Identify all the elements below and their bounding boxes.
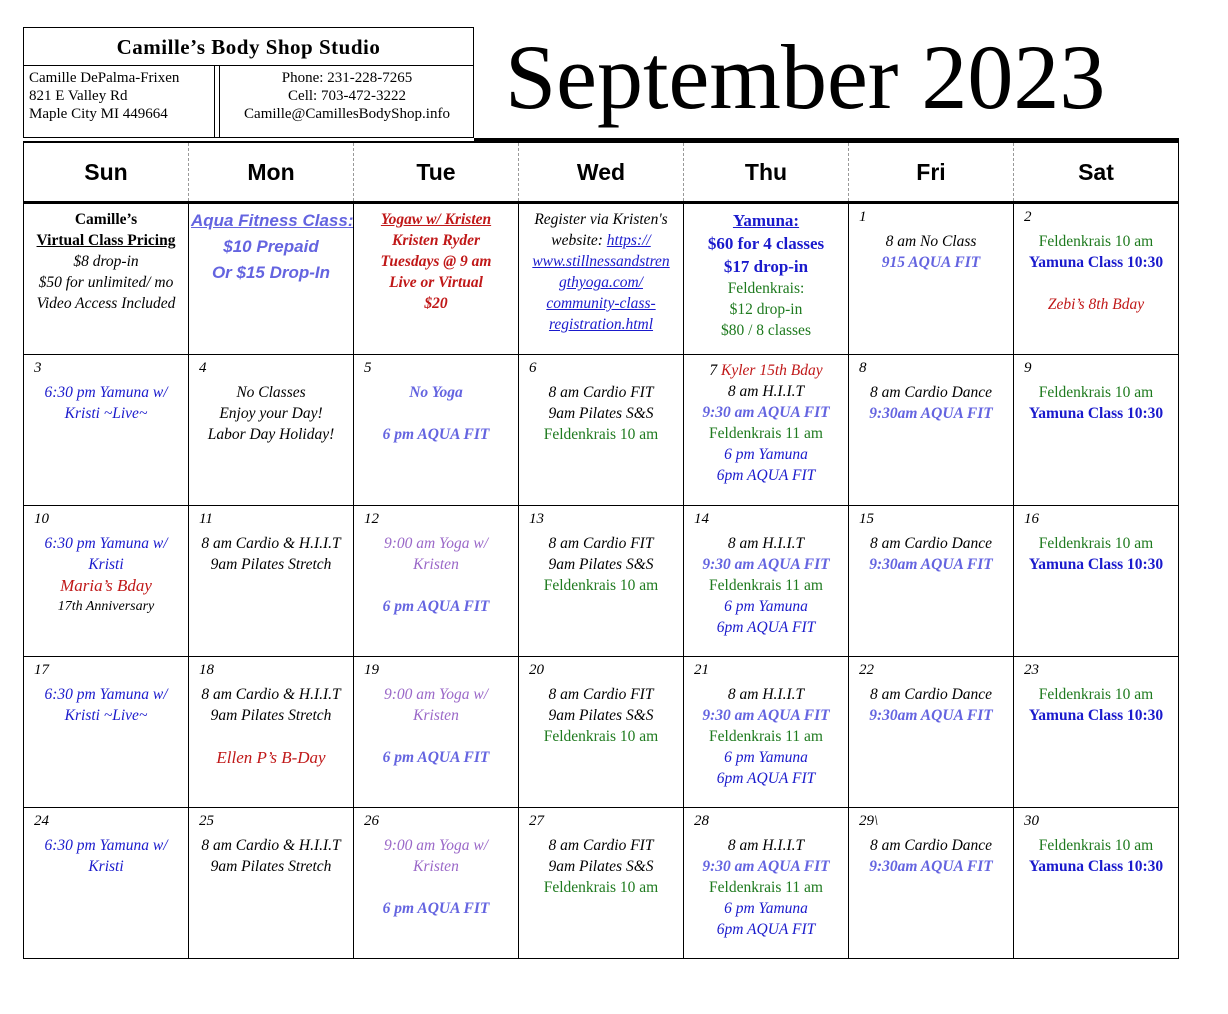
- day-number: 20: [529, 662, 544, 678]
- class-entry: Feldenkrais 10 am: [543, 426, 659, 443]
- class-entry: Yamuna Class 10:30: [1028, 405, 1164, 422]
- class-entry: Yamuna Class 10:30: [1028, 858, 1164, 875]
- pricing-line: $50 for unlimited/ mo: [38, 274, 174, 291]
- class-entry: 9:30 am AQUA FIT: [702, 404, 830, 421]
- day-cell[interactable]: [684, 506, 849, 657]
- day-number: 16: [1024, 511, 1039, 527]
- class-entry: 6 pm AQUA FIT: [382, 426, 490, 443]
- week-row-4: [24, 657, 1179, 808]
- street-address: 821 E Valley Rd: [29, 88, 128, 104]
- month-title: September 2023: [505, 26, 1106, 128]
- weekday-sat: Sat: [1014, 142, 1179, 203]
- day-cell[interactable]: [519, 506, 684, 657]
- studio-info-box: [23, 27, 474, 138]
- class-entry: No Yoga: [409, 384, 463, 401]
- class-entry: 8 am Cardio & H.I.I.T: [201, 837, 341, 854]
- class-entry: Feldenkrais 10 am: [1038, 686, 1154, 703]
- day-number: 3: [34, 360, 42, 376]
- studio-contact: [220, 66, 474, 138]
- day-number: 14: [694, 511, 709, 527]
- yamuna-pricing-line: $17 drop-in: [723, 257, 809, 276]
- holiday-note: Labor Day Holiday!: [207, 426, 335, 443]
- weekday-wed: Wed: [519, 142, 684, 203]
- class-entry: 6 pm AQUA FIT: [382, 900, 490, 917]
- pricing-cell-mon: [189, 203, 354, 355]
- class-entry: Kristen: [413, 707, 459, 724]
- class-entry: 8 am H.I.I.T: [727, 535, 805, 552]
- birthday-note: Zebi’s 8th Bday: [1047, 296, 1145, 313]
- weekday-mon: Mon: [189, 142, 354, 203]
- class-entry: 8 am Cardio Dance: [869, 837, 993, 854]
- day-heading: [686, 360, 846, 381]
- cell-number: Cell: 703-472-3222: [288, 88, 406, 104]
- day-cell[interactable]: [189, 808, 354, 959]
- class-entry: 9am Pilates Stretch: [210, 556, 332, 573]
- class-entry: Kristi ~Live~: [64, 707, 148, 724]
- class-entry: Kristen: [413, 556, 459, 573]
- day-number: 2: [1024, 209, 1032, 225]
- day-cell[interactable]: [684, 355, 849, 506]
- class-entry: 6 pm Yamuna: [724, 900, 808, 917]
- day-number: 5: [364, 360, 372, 376]
- feldenkrais-pricing-line: $80 / 8 classes: [721, 322, 811, 339]
- day-cell[interactable]: [684, 808, 849, 959]
- day-number: 8: [859, 360, 867, 376]
- class-entry: Kristi ~Live~: [64, 405, 148, 422]
- day-cell[interactable]: [189, 657, 354, 808]
- aqua-pricing-heading: Aqua Fitness Class:: [191, 211, 353, 230]
- owner-name: Camille DePalma-Frixen: [29, 70, 180, 86]
- class-entry: 6pm AQUA FIT: [716, 467, 816, 484]
- class-entry: 6:30 pm Yamuna w/: [44, 384, 168, 401]
- spacer: [356, 877, 516, 898]
- class-entry: Feldenkrais 11 am: [709, 879, 823, 896]
- city-address: Maple City MI 449664: [29, 106, 168, 122]
- pricing-cell-tue: [354, 203, 519, 355]
- day-cell[interactable]: [189, 506, 354, 657]
- day-cell[interactable]: [1014, 355, 1179, 506]
- class-entry: 9:30am AQUA FIT: [869, 707, 993, 724]
- phone-number: Phone: 231-228-7265: [281, 70, 413, 86]
- spacer: [356, 726, 516, 747]
- day-cell[interactable]: [24, 657, 189, 808]
- registration-cell-wed: [519, 203, 684, 355]
- class-entry: 8 am Cardio & H.I.I.T: [201, 686, 341, 703]
- birthday-note: Ellen P’s B-Day: [216, 748, 326, 767]
- yoga-pricing-heading: Yogaw w/ Kristen: [380, 211, 492, 228]
- class-entry: Feldenkrais 10 am: [543, 577, 659, 594]
- class-entry: 6:30 pm Yamuna w/: [44, 535, 168, 552]
- day-number: 30: [1024, 813, 1039, 829]
- pricing-cell-thu: [684, 203, 849, 355]
- holiday-note: Enjoy your Day!: [219, 405, 323, 422]
- day-cell[interactable]: [189, 355, 354, 506]
- day-number: 22: [859, 662, 874, 678]
- class-entry: 9:30am AQUA FIT: [869, 556, 993, 573]
- day-cell[interactable]: [849, 506, 1014, 657]
- class-entry: 9:30 am AQUA FIT: [702, 707, 830, 724]
- yoga-pricing-line: $20: [424, 295, 448, 312]
- pricing-cell-sun: [24, 203, 189, 355]
- day-number: 19: [364, 662, 379, 678]
- day-number: 11: [199, 511, 213, 527]
- day-cell[interactable]: [354, 355, 519, 506]
- spacer: [356, 575, 516, 596]
- day-cell[interactable]: [684, 657, 849, 808]
- day-cell[interactable]: [849, 657, 1014, 808]
- class-entry: 8 am Cardio & H.I.I.T: [201, 535, 341, 552]
- studio-address: [24, 66, 215, 138]
- class-entry: Feldenkrais 10 am: [1038, 837, 1154, 854]
- class-entry: 8 am Cardio FIT: [548, 384, 654, 401]
- yoga-pricing-line: Kristen Ryder: [392, 232, 480, 249]
- class-entry: Feldenkrais 10 am: [1038, 384, 1154, 401]
- class-entry: 9am Pilates S&S: [548, 707, 654, 724]
- spacer: [1016, 273, 1176, 294]
- class-entry: 8 am Cardio FIT: [548, 535, 654, 552]
- registration-text: Register via Kristen's: [534, 211, 668, 228]
- class-entry: Yamuna Class 10:30: [1028, 707, 1164, 724]
- class-entry: 9am Pilates Stretch: [210, 707, 332, 724]
- studio-name: Camille’s Body Shop Studio: [24, 28, 473, 66]
- class-entry: 915 AQUA FIT: [881, 254, 981, 271]
- day-cell[interactable]: [24, 808, 189, 959]
- day-cell[interactable]: [849, 355, 1014, 506]
- class-entry: 6 pm AQUA FIT: [382, 749, 490, 766]
- day-number: 26: [364, 813, 379, 829]
- pricing-line: $8 drop-in: [73, 253, 139, 270]
- class-entry: 9:30am AQUA FIT: [869, 405, 993, 422]
- anniversary-note: 17th Anniversary: [57, 599, 155, 614]
- day-number: 12: [364, 511, 379, 527]
- day-number: 1: [859, 209, 867, 225]
- class-entry: 8 am Cardio Dance: [869, 686, 993, 703]
- class-entry: Feldenkrais 10 am: [1038, 233, 1154, 250]
- class-entry: 9:00 am Yoga w/: [383, 837, 489, 854]
- class-entry: 8 am H.I.I.T: [727, 686, 805, 703]
- weekday-sun: Sun: [24, 142, 189, 203]
- class-entry: 6pm AQUA FIT: [716, 619, 816, 636]
- day-number: 15: [859, 511, 874, 527]
- class-entry: 9:30 am AQUA FIT: [702, 556, 830, 573]
- day-number: 4: [199, 360, 207, 376]
- weekday-tue: Tue: [354, 142, 519, 203]
- class-entry: 9am Pilates S&S: [548, 556, 654, 573]
- class-entry: Kristi: [88, 556, 124, 573]
- class-entry: Feldenkrais 11 am: [709, 728, 823, 745]
- yoga-pricing-line: Tuesdays @ 9 am: [380, 253, 492, 270]
- day-cell[interactable]: [1014, 808, 1179, 959]
- class-entry: Yamuna Class 10:30: [1028, 556, 1164, 573]
- day-number: 24: [34, 813, 49, 829]
- feldenkrais-pricing-line: $12 drop-in: [729, 301, 803, 318]
- registration-link[interactable]: gthyoga.com/: [559, 274, 643, 291]
- birthday-note: Maria’s Bday: [60, 576, 152, 595]
- day-number: 7: [709, 362, 718, 379]
- week-row-1: [24, 203, 1179, 355]
- class-entry: 9:30am AQUA FIT: [869, 858, 993, 875]
- class-entry: 9:00 am Yoga w/: [383, 686, 489, 703]
- class-entry: 9:00 am Yoga w/: [383, 535, 489, 552]
- class-entry: 8 am H.I.I.T: [727, 383, 805, 400]
- day-cell[interactable]: [1014, 657, 1179, 808]
- day-cell[interactable]: [849, 203, 1014, 355]
- class-entry: Feldenkrais 10 am: [543, 728, 659, 745]
- day-cell[interactable]: [519, 355, 684, 506]
- spacer: [356, 403, 516, 424]
- week-row-3: [24, 506, 1179, 657]
- day-cell[interactable]: [354, 808, 519, 959]
- class-entry: 9am Pilates S&S: [548, 858, 654, 875]
- class-entry: 8 am Cardio Dance: [869, 535, 993, 552]
- day-cell[interactable]: [24, 506, 189, 657]
- weekday-thu: Thu: [684, 142, 849, 203]
- day-cell[interactable]: [519, 808, 684, 959]
- class-entry: 9:30 am AQUA FIT: [702, 858, 830, 875]
- calendar-grid: [23, 141, 1179, 959]
- class-entry: Feldenkrais 10 am: [543, 879, 659, 896]
- class-entry: 6 pm Yamuna: [724, 749, 808, 766]
- day-number: 6: [529, 360, 537, 376]
- class-entry: 8 am Cardio FIT: [548, 686, 654, 703]
- day-number: 29\: [859, 813, 879, 829]
- class-entry: Kristi: [88, 858, 124, 875]
- class-entry: 6:30 pm Yamuna w/: [44, 686, 168, 703]
- holiday-note: No Classes: [236, 384, 306, 401]
- day-cell[interactable]: [519, 657, 684, 808]
- week-row-2: [24, 355, 1179, 506]
- day-number: 25: [199, 813, 214, 829]
- class-entry: 6 pm AQUA FIT: [382, 598, 490, 615]
- day-number: 21: [694, 662, 709, 678]
- class-entry: 6 pm Yamuna: [724, 598, 808, 615]
- registration-link[interactable]: www.stillnessandstren: [532, 253, 670, 270]
- day-number: 18: [199, 662, 214, 678]
- day-number: 27: [529, 813, 544, 829]
- aqua-pricing-line: Or $15 Drop-In: [211, 263, 331, 282]
- class-entry: 8 am Cardio FIT: [548, 837, 654, 854]
- day-cell[interactable]: [1014, 203, 1179, 355]
- class-entry: Feldenkrais 11 am: [709, 577, 823, 594]
- day-cell[interactable]: [24, 355, 189, 506]
- day-cell[interactable]: [354, 657, 519, 808]
- class-entry: 6:30 pm Yamuna w/: [44, 837, 168, 854]
- week-row-5: [24, 808, 1179, 959]
- day-number: 9: [1024, 360, 1032, 376]
- feldenkrais-pricing-heading: Feldenkrais:: [727, 280, 805, 297]
- day-cell[interactable]: [849, 808, 1014, 959]
- birthday-note: Kyler 15th Bday: [721, 362, 823, 379]
- weekday-fri: Fri: [849, 142, 1014, 203]
- registration-link[interactable]: community-class-: [546, 295, 656, 312]
- aqua-pricing-line: $10 Prepaid: [223, 237, 319, 256]
- class-entry: 9am Pilates S&S: [548, 405, 654, 422]
- registration-link[interactable]: registration.html: [548, 316, 654, 333]
- day-number: 23: [1024, 662, 1039, 678]
- day-number: 10: [34, 511, 49, 527]
- yoga-pricing-line: Live or Virtual: [389, 274, 483, 291]
- weekday-header-row: [24, 142, 1179, 203]
- yamuna-pricing-line: $60 for 4 classes: [707, 234, 825, 253]
- day-cell[interactable]: [1014, 506, 1179, 657]
- class-entry: Feldenkrais 11 am: [709, 425, 823, 442]
- yamuna-pricing-heading: Yamuna:: [732, 211, 800, 230]
- registration-link[interactable]: https://: [606, 232, 651, 249]
- spacer: [191, 726, 351, 747]
- class-entry: 6pm AQUA FIT: [716, 921, 816, 938]
- class-entry: 6pm AQUA FIT: [716, 770, 816, 787]
- class-entry: 6 pm Yamuna: [724, 446, 808, 463]
- pricing-heading: Camille’s: [74, 211, 138, 228]
- class-entry: 8 am Cardio Dance: [869, 384, 993, 401]
- pricing-line: Video Access Included: [36, 295, 176, 312]
- email-address: Camille@CamillesBodyShop.info: [244, 106, 450, 122]
- day-number: 28: [694, 813, 709, 829]
- class-entry: 8 am H.I.I.T: [727, 837, 805, 854]
- class-entry: 9am Pilates Stretch: [210, 858, 332, 875]
- class-entry: Kristen: [413, 858, 459, 875]
- class-entry: Yamuna Class 10:30: [1028, 254, 1164, 271]
- class-entry: Feldenkrais 10 am: [1038, 535, 1154, 552]
- registration-text: website: https://: [551, 232, 651, 249]
- class-entry: 8 am No Class: [885, 233, 977, 250]
- day-cell[interactable]: [354, 506, 519, 657]
- day-number: 13: [529, 511, 544, 527]
- pricing-subheading: Virtual Class Pricing: [36, 232, 176, 249]
- day-number: 17: [34, 662, 49, 678]
